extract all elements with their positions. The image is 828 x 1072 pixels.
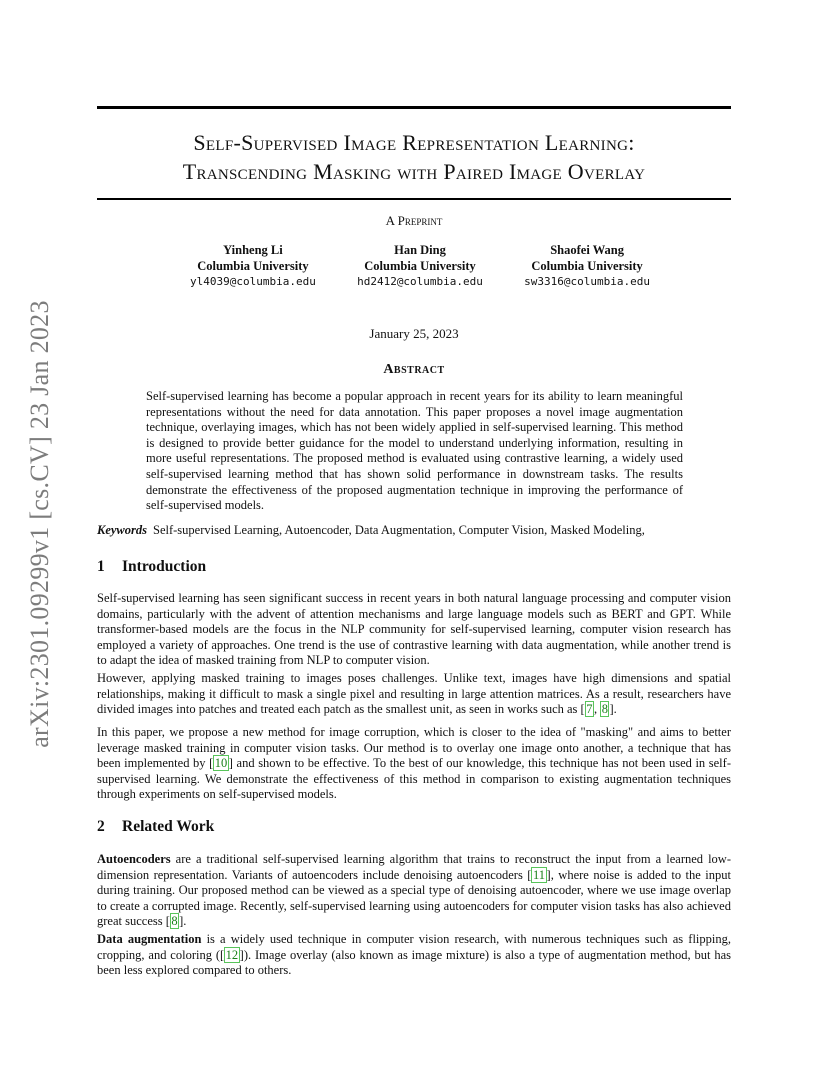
author-2	[357, 242, 483, 290]
author-name: Han Ding	[394, 243, 446, 257]
intro-paragraph-1: Self-supervised learning has seen significant success in recent years in both natural language processing and computer vision domains, particularly with the advent of attention mechanisms and large language models such as BERT and GPT. While transformer-based models are the focus in the NLP community for self-supervised learning, computer vision research has employed a variety of approaches. One trend is the use of contrastive learning with data augmentation, while another trend is to adapt the idea of masked training from NLP to computer vision.	[97, 591, 731, 668]
keywords-text: Self-supervised Learning, Autoencoder, Data Augmentation, Computer Vision, Masked Modeling,	[153, 523, 645, 537]
citation-link[interactable]: 10	[214, 756, 228, 771]
citation-link[interactable]: 12	[225, 947, 239, 962]
paragraph-text: In this paper, we propose a new method for image corruption, which is closer to the idea of "masking" and aims to better leverage masked training in computer vision tasks. Our method is to overlay one image onto another, a technique that has been implemented by [	[97, 725, 731, 771]
author-email[interactable]: yl4039@columbia.edu	[190, 275, 316, 288]
title-line-1: Self-Supervised Image Representation Learning:	[193, 130, 635, 155]
intro-paragraph-2	[97, 671, 731, 718]
author-1	[190, 242, 316, 290]
section-heading-related-work	[97, 818, 214, 836]
paragraph-text: ].	[179, 914, 187, 929]
paragraph-text: ] and shown to be effective. To the best of our knowledge, this technique has not been used in self-supervised learning. We demonstrate the effectiveness of this method in comparison to existing augmentation techniques through experiments on self-supervised models.	[97, 756, 731, 802]
title-line-2: Transcending Masking with Paired Image Overlay	[182, 159, 646, 184]
publication-date: January 25, 2023	[369, 326, 459, 341]
paragraph-text: ]). Image overlay (also known as image mixture) is also a type of augmentation method, but has been less explored compared to others.	[97, 947, 732, 978]
paper-title	[97, 128, 731, 186]
paragraph-text: ].	[609, 702, 617, 717]
paragraph-lead-term: Data augmentation	[97, 932, 202, 946]
arxiv-identifier: arXiv:2301.09299v1 [cs.CV] 23 Jan 2023	[25, 300, 54, 748]
keywords-line	[97, 522, 731, 538]
author-name: Shaofei Wang	[550, 243, 624, 257]
paragraph-text: ,	[593, 702, 601, 717]
citation-link[interactable]: 11	[532, 867, 546, 882]
intro-paragraph-3	[97, 725, 731, 803]
author-block	[190, 242, 650, 290]
citation-link[interactable]: 8	[171, 914, 178, 929]
section-title: Related Work	[122, 818, 215, 835]
paragraph-text: are a traditional self-supervised learning algorithm that trains to reconstruct the input from a learned low-dimension representation. Variants of autoencoders include denoising autoencoders [	[97, 852, 731, 882]
section-number: 1	[97, 558, 105, 575]
title-top-rule	[97, 106, 731, 109]
author-affiliation: Columbia University	[531, 259, 643, 273]
paragraph-lead-term: Autoencoders	[97, 852, 171, 866]
author-affiliation: Columbia University	[197, 259, 309, 273]
section-number: 2	[97, 818, 105, 835]
author-3	[524, 242, 650, 290]
section-heading-introduction	[97, 558, 206, 576]
paragraph-text: However, applying masked training to images poses challenges. Unlike text, images have high dimensions and spatial relationships, making it difficult to mask a single pixel and resulting in large attention matrices. As a result, researchers have divided images into patches and treated each patch as the smallest unit, as seen in works such as [	[97, 671, 731, 717]
author-email[interactable]: hd2412@columbia.edu	[357, 275, 483, 288]
related-paragraph-autoencoders	[97, 852, 731, 930]
author-affiliation: Columbia University	[364, 259, 476, 273]
abstract-heading: Abstract	[383, 362, 445, 377]
keywords-label: Keywords	[97, 523, 147, 537]
title-bottom-rule	[97, 198, 731, 200]
related-paragraph-data-augmentation	[97, 932, 731, 979]
citation-link[interactable]: 7	[586, 702, 593, 717]
author-name: Yinheng Li	[223, 243, 283, 257]
abstract-text: Self-supervised learning has become a popular approach in recent years for its ability to learn meaningful representations without the need for data annotation. This paper proposes a novel image augmentation technique, overlaying images, which has not been widely applied in self-supervised learning. This method is designed to provide better guidance for the model to understand underlying information, resulting in more useful representations. The proposed method is evaluated using contrastive learning, a widely used self-supervised learning method that has shown solid performance in downstream tasks. The results demonstrate the effectiveness of the proposed augmentation technique in improving the performance of self-supervised models.	[146, 389, 683, 513]
citation-link[interactable]: 8	[601, 702, 608, 717]
paragraph-text: is a widely used technique in computer vision research, with numerous techniques such as flipping, cropping, and coloring ([	[97, 932, 731, 962]
author-email[interactable]: sw3316@columbia.edu	[524, 275, 650, 288]
preprint-label: A Preprint	[385, 213, 443, 228]
section-title: Introduction	[122, 558, 207, 575]
paragraph-text: ], where noise is added to the input during training. Our proposed method can be viewed as a special type of denoising autoencoder, where we use image overlap to create a corrupted image. Recently, self-supervised learning using autoencoders for computer vision tasks has also achieved great success [	[97, 867, 731, 929]
